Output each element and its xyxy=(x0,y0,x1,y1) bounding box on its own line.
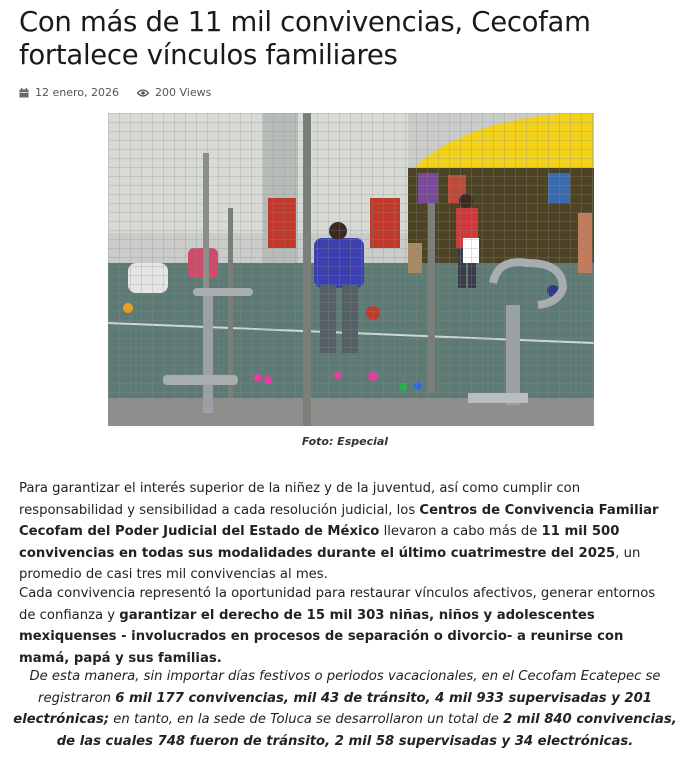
p3-bold-2: 2 mil 840 convivencias, de las cuales 748 fueron de tránsito, 2 mil 58 supervisadas y 34 electrónicas. xyxy=(56,712,677,749)
eye-icon xyxy=(137,88,149,98)
p3-bold-1: 6 mil 177 convivencias, mil 43 de tránsito, 4 mil 933 supervisadas y 201 electrónicas; xyxy=(13,690,652,728)
p1-bold-2: 11 mil 500 convivencias en todas sus modalidades durante el último cuatrimestre del 2025 xyxy=(19,524,620,561)
p1-bold-1: Centros de Convivencia Familiar Cecofam del Poder Judicial del Estado de México xyxy=(19,502,659,540)
p2-text-1: Cada convivencia representó la oportunidad para restaurar vínculos afectivos, generar entornos de confianza y xyxy=(19,586,656,623)
p2-bold-1: garantizar el derecho de 15 mil 303 niñas, niños y adolescentes mexiquenses - involucrados en procesos de separación o divorcio- a reunirse con mamá, papá y sus familias. xyxy=(19,607,624,666)
article-meta xyxy=(19,86,211,99)
article-photo xyxy=(108,113,594,426)
p1-text-1: Para garantizar el interés superior de la niñez y de la juventud, así como cumplir con responsabilidad y sensibilidad a cada resolución judicial, los xyxy=(19,481,581,518)
paragraph-2 xyxy=(19,583,671,669)
photo-caption: Foto: Especial xyxy=(301,435,389,448)
calendar-icon xyxy=(19,88,29,98)
p1-text-2: llevaron a cabo más de xyxy=(379,524,542,540)
p3-text-1: De esta manera, sin importar días festivos o periodos vacacionales, en el Cecofam Ecatepec se registraron xyxy=(29,669,661,706)
article-views: 200 Views xyxy=(155,86,212,99)
article-title: Con más de 11 mil convivencias, Cecofam fortalece vínculos familiares xyxy=(19,6,591,71)
playground-photo-illustration xyxy=(108,113,594,426)
article-date: 12 enero, 2026 xyxy=(35,86,119,99)
paragraph-1 xyxy=(19,478,671,586)
p3-text-2: en tanto, en la sede de Toluca se desarrollaron un total de xyxy=(109,712,504,728)
p1-text-3: , un promedio de casi tres mil convivencias al mes. xyxy=(19,545,641,583)
paragraph-3 xyxy=(12,666,678,752)
